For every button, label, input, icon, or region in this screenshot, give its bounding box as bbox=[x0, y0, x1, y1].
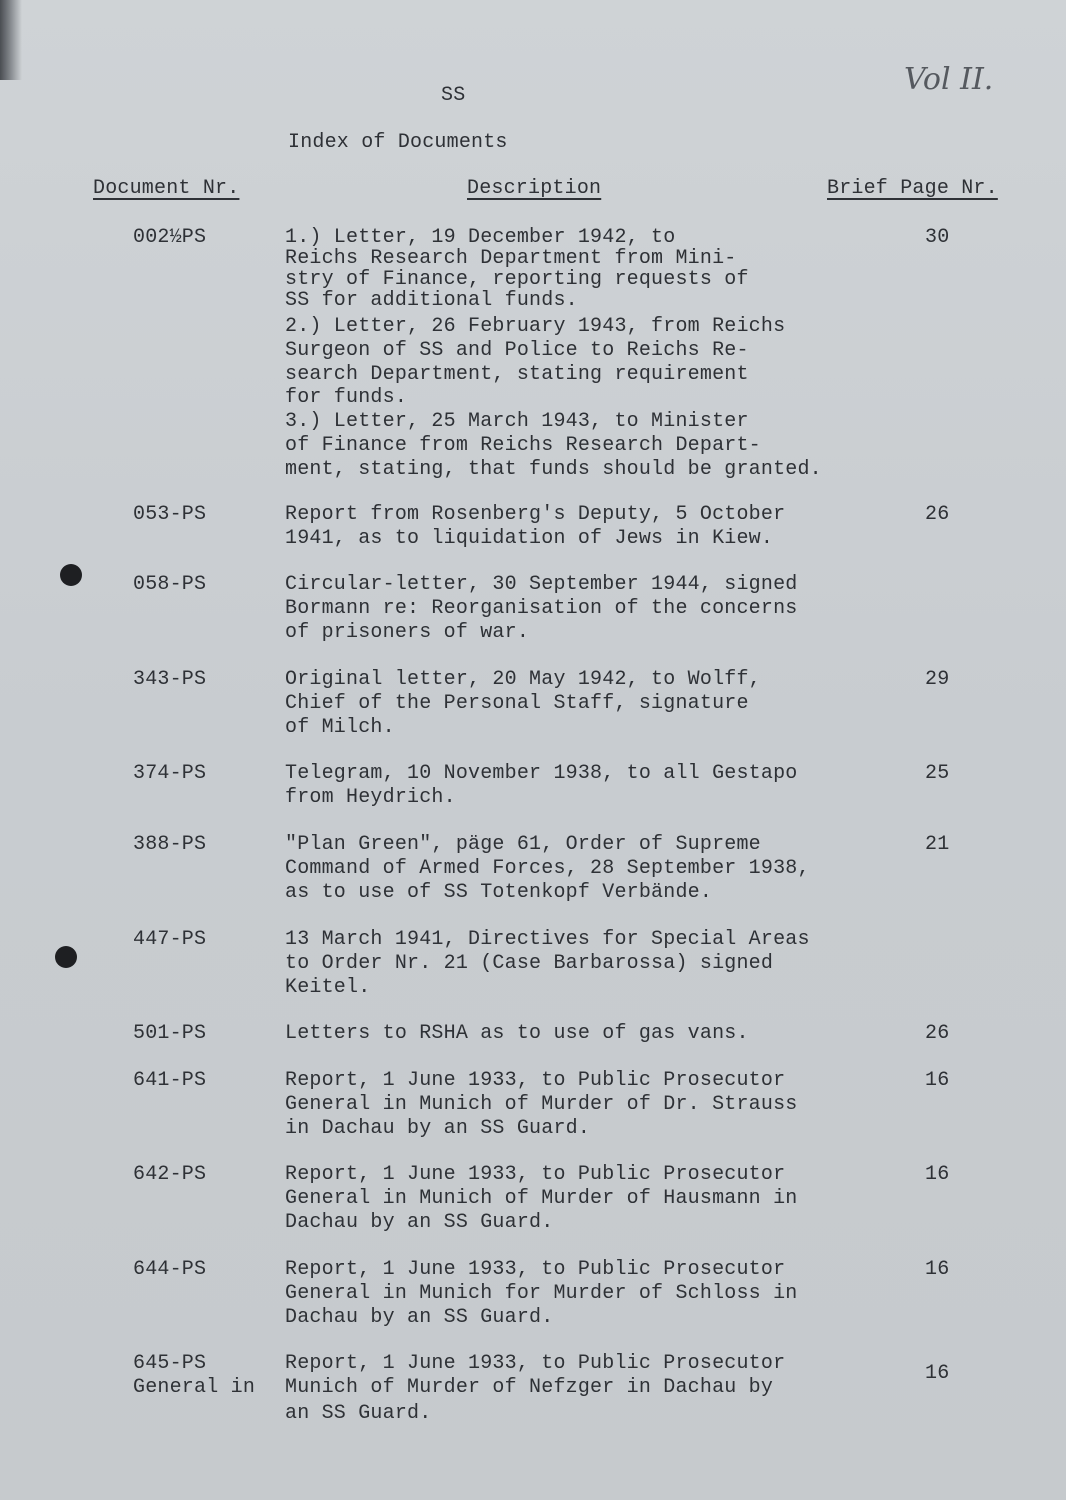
entry-description-line: General in Munich for Murder of Schloss in bbox=[285, 1282, 798, 1305]
entry-document-number: 644-PS bbox=[133, 1258, 207, 1281]
entry-document-number: 058-PS bbox=[133, 573, 207, 596]
entry-page-number: 16 bbox=[925, 1163, 950, 1186]
entry-page-number: 26 bbox=[925, 503, 950, 526]
entry-description-line: search Department, stating requirement bbox=[285, 363, 749, 386]
entry-document-number: 388-PS bbox=[133, 833, 207, 856]
entry-description-line: ment, stating, that funds should be granted. bbox=[285, 458, 822, 481]
entry-description-line: Dachau by an SS Guard. bbox=[285, 1306, 554, 1329]
entry-description-line: in Dachau by an SS Guard. bbox=[285, 1117, 591, 1140]
entry-document-number: 002½PS bbox=[133, 226, 207, 249]
entry-description-line: Report, 1 June 1933, to Public Prosecutor bbox=[285, 1163, 786, 1186]
entry-description-line: Report, 1 June 1933, to Public Prosecutor bbox=[285, 1069, 786, 1092]
entry-document-number: 641-PS bbox=[133, 1069, 207, 1092]
entry-page-number: 16 bbox=[925, 1069, 950, 1092]
entry-description-line: 3.) Letter, 25 March 1943, to Minister bbox=[285, 410, 749, 433]
entry-description-line: Munich of Murder of Nefzger in Dachau by bbox=[285, 1376, 774, 1399]
entry-page-number: 16 bbox=[925, 1362, 950, 1385]
punch-hole bbox=[60, 564, 82, 586]
entry-description-line: for funds. bbox=[285, 386, 408, 409]
entry-description-line: Report, 1 June 1933, to Public Prosecutor bbox=[285, 1258, 786, 1281]
entry-description-line: Reichs Research Department from Mini- bbox=[285, 247, 737, 270]
entry-document-number: 053-PS bbox=[133, 503, 207, 526]
entry-description-line: Chief of the Personal Staff, signature bbox=[285, 692, 749, 715]
page-subtitle: Index of Documents bbox=[288, 131, 508, 154]
entry-description-line: 2.) Letter, 26 February 1943, from Reichs bbox=[285, 315, 786, 338]
entry-description-line: Circular-letter, 30 September 1944, signed bbox=[285, 573, 798, 596]
entry-description-line: "Plan Green", päge 61, Order of Supreme bbox=[285, 833, 761, 856]
entry-description-line: Letters to RSHA as to use of gas vans. bbox=[285, 1022, 749, 1045]
entry-description-line: 1941, as to liquidation of Jews in Kiew. bbox=[285, 527, 774, 550]
column-header-page: Brief Page Nr. bbox=[827, 177, 998, 200]
entry-description-line: to Order Nr. 21 (Case Barbarossa) signed bbox=[285, 952, 774, 975]
entry-description-line: Telegram, 10 November 1938, to all Gestapo bbox=[285, 762, 798, 785]
entry-document-number: 447-PS bbox=[133, 928, 207, 951]
entry-document-number: 501-PS bbox=[133, 1022, 207, 1045]
column-header-description: Description bbox=[467, 177, 602, 200]
entry-document-number: 374-PS bbox=[133, 762, 207, 785]
entry-page-number: 16 bbox=[925, 1258, 950, 1281]
entry-description-line: Dachau by an SS Guard. bbox=[285, 1211, 554, 1234]
entry-page-number: 29 bbox=[925, 668, 950, 691]
entry-page-number: 25 bbox=[925, 762, 950, 785]
entry-page-number: 21 bbox=[925, 833, 950, 856]
entry-description-line: Surgeon of SS and Police to Reichs Re- bbox=[285, 339, 749, 362]
entry-document-number: 343-PS bbox=[133, 668, 207, 691]
entry-description-line: General in Munich of Murder of Hausmann in bbox=[285, 1187, 798, 1210]
entry-page-number: 26 bbox=[925, 1022, 950, 1045]
entry-description-line: Command of Armed Forces, 28 September 1938, bbox=[285, 857, 810, 880]
entry-description-line: an SS Guard. bbox=[285, 1402, 432, 1425]
entry-description-line: of Finance from Reichs Research Depart- bbox=[285, 434, 761, 457]
page-corner-shadow bbox=[0, 0, 22, 80]
entry-description-line: Bormann re: Reorganisation of the concerns bbox=[285, 597, 798, 620]
entry-page-number: 30 bbox=[925, 226, 950, 249]
entry-description-line: Keitel. bbox=[285, 976, 371, 999]
entry-description-line: stry of Finance, reporting requests of bbox=[285, 268, 749, 291]
entry-description-line: 13 March 1941, Directives for Special Areas bbox=[285, 928, 810, 951]
entry-document-number: 645-PS bbox=[133, 1352, 207, 1375]
entry-description-line: SS for additional funds. bbox=[285, 289, 578, 312]
entry-document-number: 642-PS bbox=[133, 1163, 207, 1186]
entry-description-line: as to use of SS Totenkopf Verbände. bbox=[285, 881, 713, 904]
punch-hole bbox=[55, 946, 77, 968]
entry-description-line: Report, 1 June 1933, to Public Prosecutor bbox=[285, 1352, 786, 1375]
entry-description-line: Report from Rosenberg's Deputy, 5 October bbox=[285, 503, 786, 526]
entry-description-line: General in Munich of Murder of Dr. Strauss bbox=[285, 1093, 798, 1116]
column-header-document: Document Nr. bbox=[93, 177, 240, 200]
page-title: SS bbox=[441, 84, 466, 107]
entry-description-line: of Milch. bbox=[285, 716, 395, 739]
entry-description-prefix: General in bbox=[133, 1376, 256, 1399]
entry-description-line: of prisoners of war. bbox=[285, 621, 530, 644]
entry-description-line: Original letter, 20 May 1942, to Wolff, bbox=[285, 668, 761, 691]
handwritten-annotation: Vol II. bbox=[904, 62, 994, 97]
entry-description-line: from Heydrich. bbox=[285, 786, 456, 809]
entry-description-line: 1.) Letter, 19 December 1942, to bbox=[285, 226, 676, 249]
